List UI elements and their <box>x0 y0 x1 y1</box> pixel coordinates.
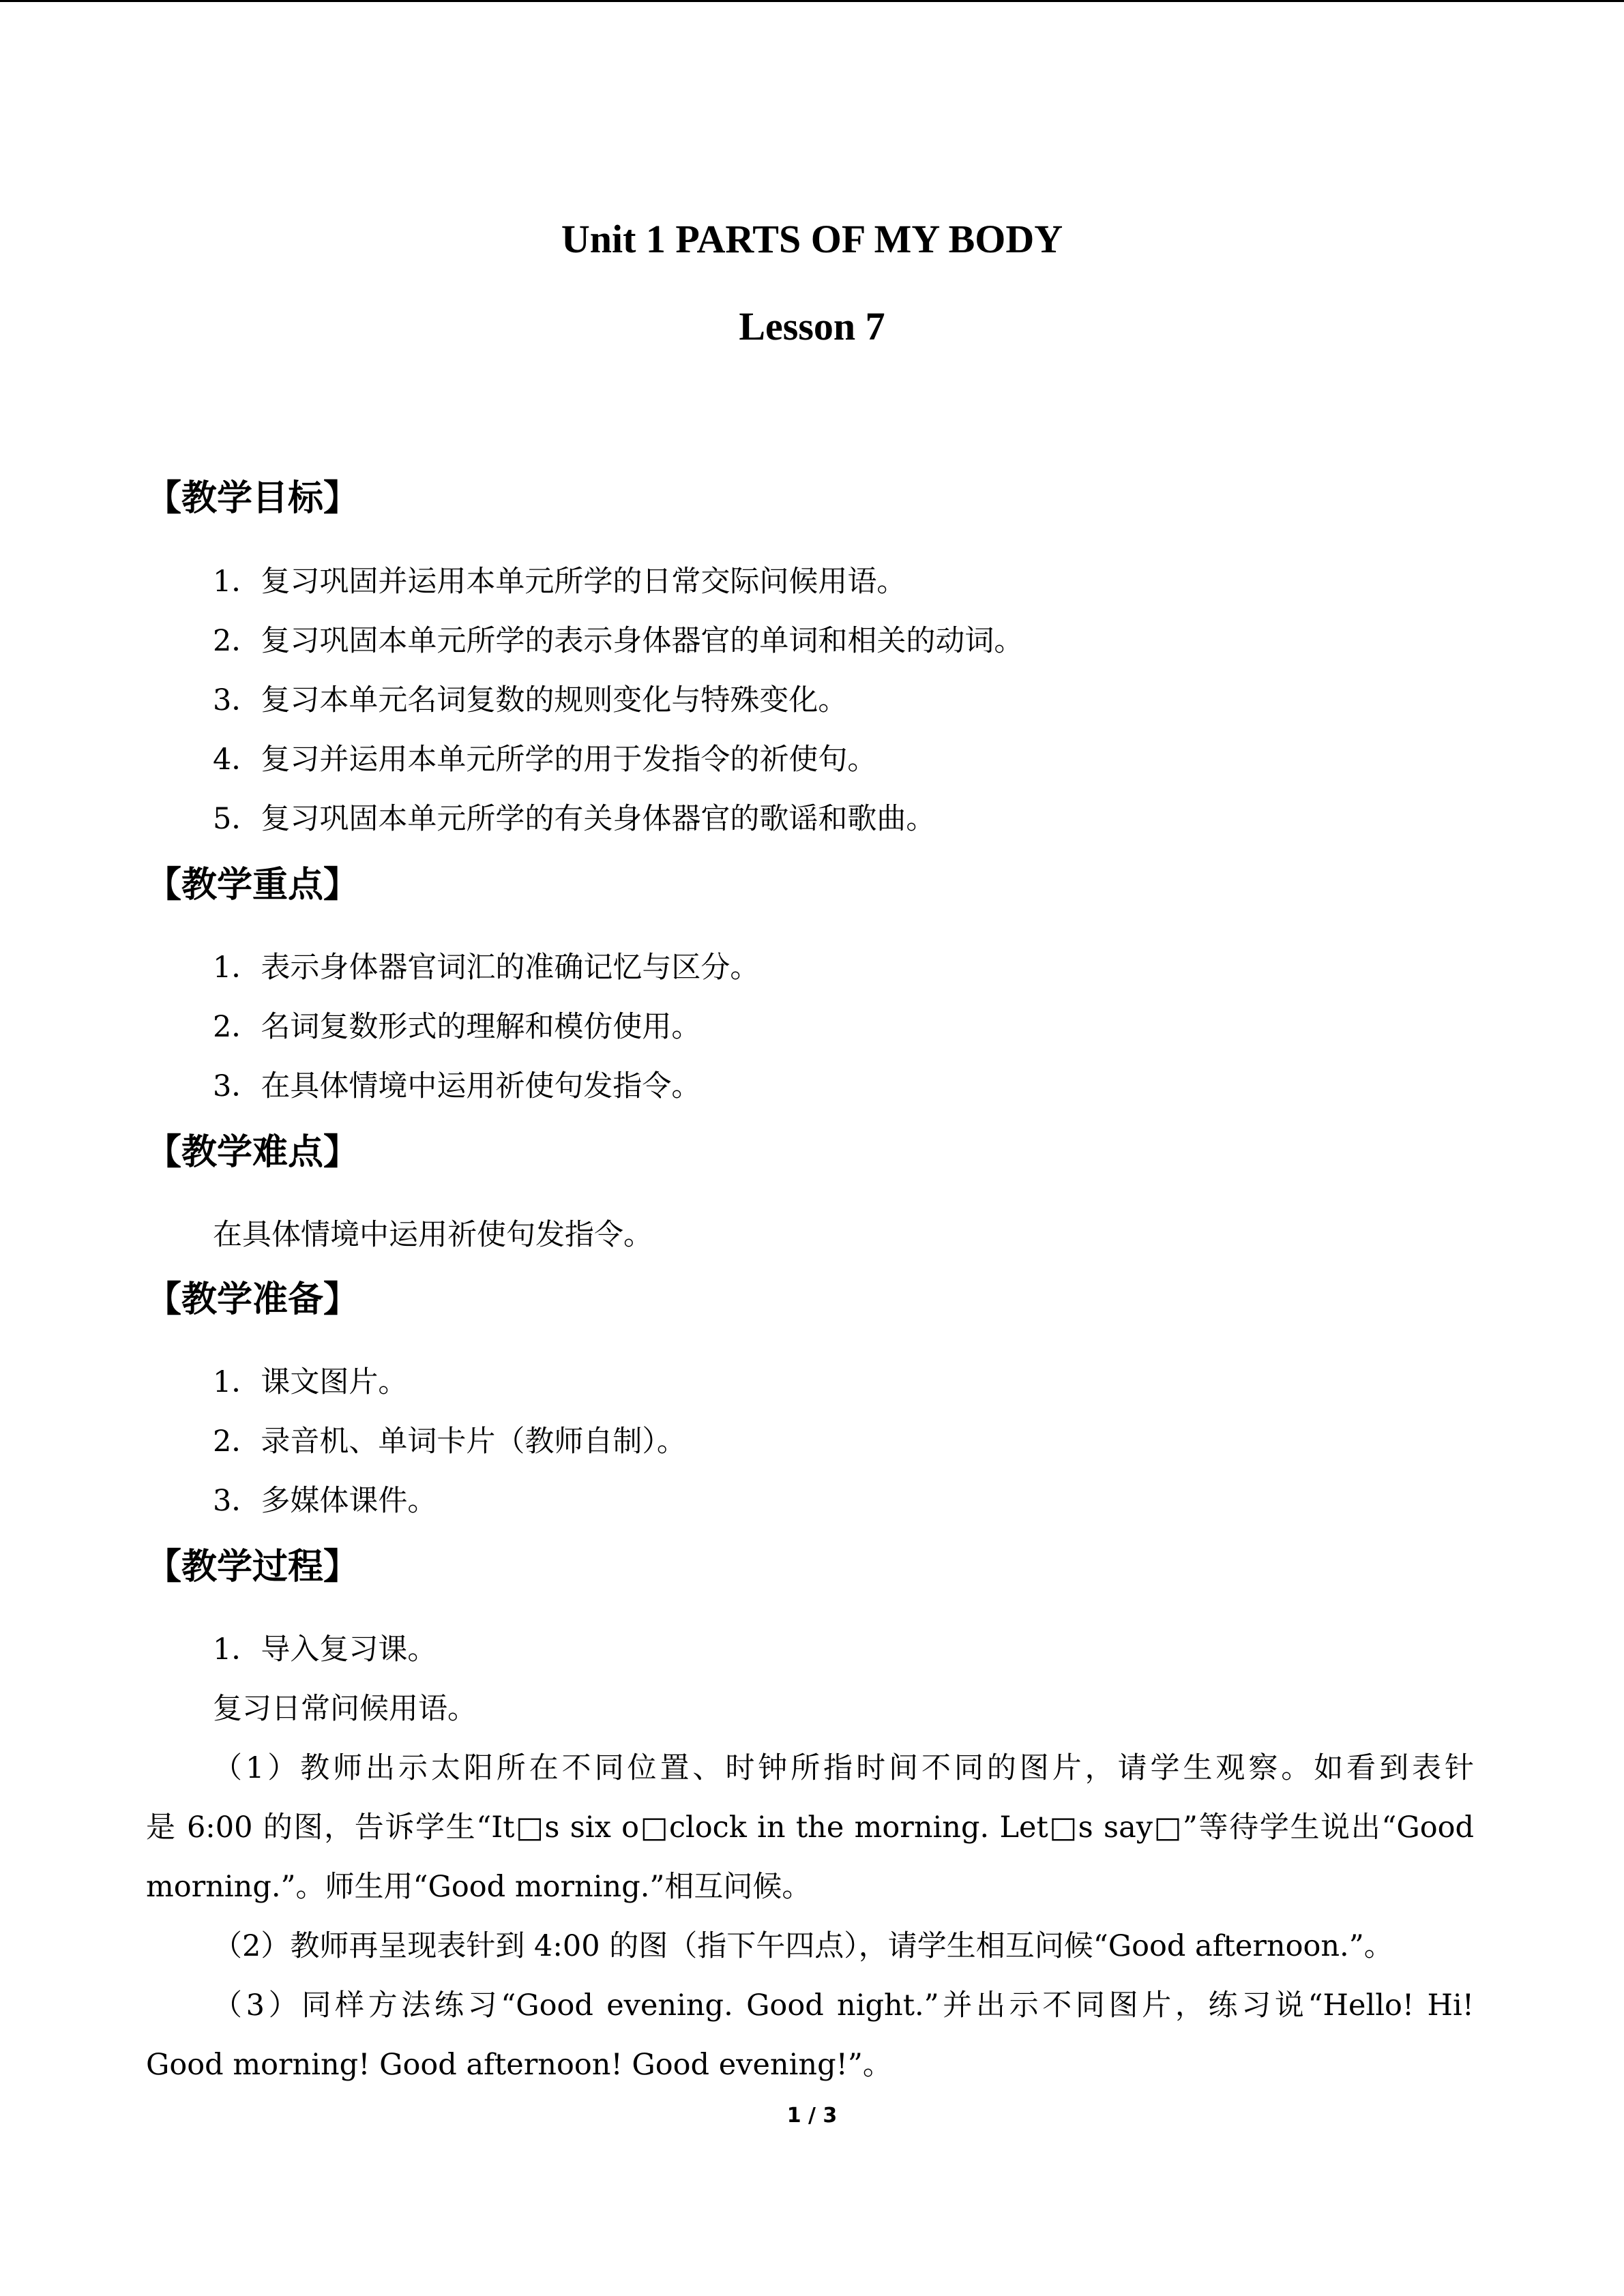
difficulty-text: 在具体情境中运用祈使句发指令。 <box>213 1218 653 1252</box>
objective-item: 2．复习巩固本单元所学的表示身体器官的单词和相关的动词。 <box>213 624 1024 658</box>
process-paragraph-line: Good morning! Good afternoon! Good evening!”。 <box>146 2048 892 2082</box>
objective-item: 1．复习巩固并运用本单元所学的日常交际问候用语。 <box>213 565 906 599</box>
preparation-item: 1．课文图片。 <box>213 1365 408 1399</box>
preparation-item: 2．录音机、单词卡片（教师自制）。 <box>213 1425 686 1459</box>
key-point-item: 1．表示身体器官词汇的准确记忆与区分。 <box>213 951 760 985</box>
section-heading-key-points: 【教学重点】 <box>146 865 359 906</box>
process-paragraph-line: （3）同样方法练习“Good evening. Good night.”并出示不同图片，练习说“Hello! Hi! <box>213 1988 1474 2023</box>
process-paragraph-line: （1）教师出示太阳所在不同位置、时钟所指时间不同的图片，请学生观察。如看到表针 <box>213 1751 1474 1785</box>
preparation-item: 3．多媒体课件。 <box>213 1484 437 1518</box>
key-point-item: 2．名词复数形式的理解和模仿使用。 <box>213 1010 701 1044</box>
process-paragraph-line: 是 6:00 的图，告诉学生“It□s six o□clock in the morning. Let□s say□”等待学生说出“Good <box>146 1810 1474 1845</box>
process-step: 1．导入复习课。 <box>213 1632 437 1667</box>
process-paragraph-line: morning.”。师生用“Good morning.”相互问候。 <box>146 1870 812 1904</box>
page-number: 1 / 3 <box>786 2104 838 2128</box>
document-title: Unit 1 PARTS OF MY BODY <box>561 217 1063 261</box>
section-heading-process: 【教学过程】 <box>146 1547 359 1587</box>
objective-item: 3．复习本单元名词复数的规则变化与特殊变化。 <box>213 683 848 717</box>
process-substep: 复习日常问候用语。 <box>213 1692 477 1726</box>
lesson-subtitle: Lesson 7 <box>739 304 885 348</box>
process-paragraph-line: （2）教师再呈现表针到 4:00 的图（指下午四点），请学生相互问候“Good afternoon.”。 <box>213 1929 1393 1963</box>
key-point-item: 3．在具体情境中运用祈使句发指令。 <box>213 1069 701 1103</box>
section-heading-preparation: 【教学准备】 <box>146 1279 359 1320</box>
objective-item: 5．复习巩固本单元所学的有关身体器官的歌谣和歌曲。 <box>213 802 936 836</box>
section-heading-objectives: 【教学目标】 <box>146 478 359 519</box>
page-top-border <box>0 0 1624 2</box>
section-heading-difficulties: 【教学难点】 <box>146 1132 359 1173</box>
objective-item: 4．复习并运用本单元所学的用于发指令的祈使句。 <box>213 743 877 777</box>
